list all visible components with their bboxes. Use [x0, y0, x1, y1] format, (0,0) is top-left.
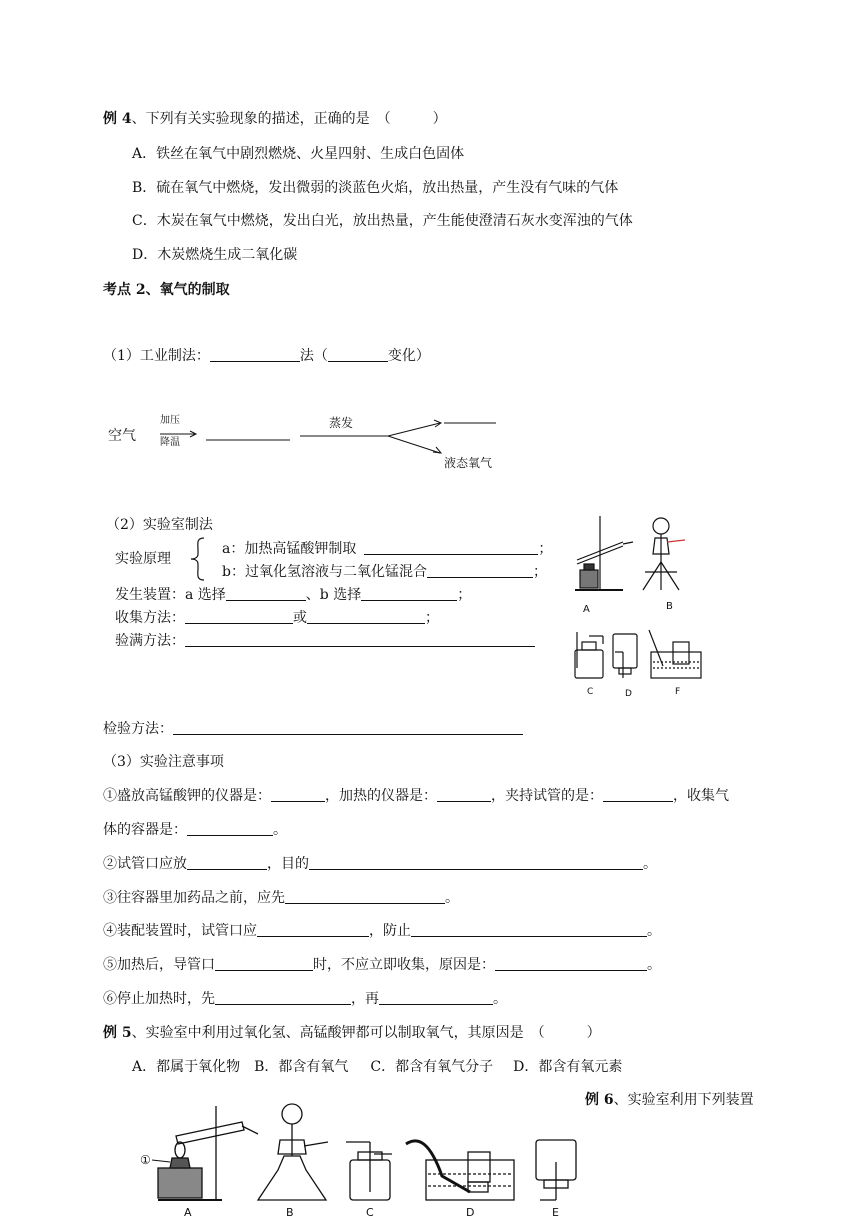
circle-one-pointer: [152, 1160, 170, 1162]
ex6-apparatus-b-icon: [258, 1104, 328, 1200]
industrial-process-diagram: [100, 405, 520, 480]
example-4-question: [103, 110, 447, 128]
principle-b-line: [222, 563, 547, 581]
example-4-option-d: D．木炭燃烧生成二氧化碳: [132, 247, 298, 263]
fig-label-f: F: [675, 687, 681, 697]
collect-or: 或: [293, 610, 307, 626]
example-6-question: [585, 1091, 754, 1109]
principle-a-line: [222, 540, 552, 558]
example-6-stem: 、实验室利用下列装置: [613, 1092, 754, 1108]
note-1d: ，收集气: [673, 788, 729, 804]
blank-gen-a: [226, 586, 306, 601]
ex6-fig-label-a: A: [184, 1206, 192, 1216]
note-4-line: [103, 922, 661, 940]
example-5-label: 例 5: [103, 1025, 132, 1041]
note-2b: ，目的: [267, 856, 309, 872]
branch-up: [388, 423, 440, 436]
example-5-option-b: B．都含有氧气: [254, 1059, 349, 1075]
example-4-option-a: A．铁丝在氧气中剧烈燃烧、火星四射、生成白色固体: [132, 146, 465, 162]
ex6-fig-label-e: E: [552, 1206, 559, 1216]
ex6-apparatus-c-icon: [346, 1142, 392, 1200]
test-method-line: [103, 720, 523, 738]
blank-n4-direction: [257, 922, 369, 937]
fig-label-d: D: [625, 689, 632, 699]
blank-n1-container: [271, 787, 325, 802]
period-n5: 。: [647, 957, 661, 973]
ex6-apparatus-e-icon: [536, 1140, 576, 1200]
note-1c: ，夹持试管的是：: [491, 788, 603, 804]
blank-principle-a: [364, 540, 538, 555]
period-n3: 。: [445, 890, 459, 906]
note-1a: ①盛放高锰酸钾的仪器是：: [103, 788, 271, 804]
gen-prefix: 发生装置：a 选择: [115, 587, 226, 603]
test-prefix: 检验方法：: [103, 721, 173, 737]
fig-label-b: B: [666, 601, 673, 612]
example-4-stem: 、下列有关实验现象的描述，正确的是 （ ）: [131, 111, 447, 127]
period-n4: 。: [647, 923, 661, 939]
apparatus-d-icon: [613, 634, 637, 678]
principle-label: 实验原理: [115, 551, 171, 567]
fig-label-a: A: [583, 604, 590, 615]
note-2-line: [103, 855, 657, 873]
semicolon-b: ；: [532, 564, 547, 580]
industrial-prefix: （1）工业制法：: [103, 348, 210, 364]
lab-method-title: （2）实验室制法: [106, 517, 213, 533]
section-title-oxygen-preparation: 考点 2、氧气的制取: [103, 282, 230, 298]
example-5-options: [132, 1058, 622, 1076]
generator-line: [115, 586, 471, 604]
branch-down: [388, 436, 440, 453]
ex6-apparatus-a-icon: [158, 1106, 258, 1200]
semicolon-a: ；: [538, 541, 553, 557]
blank-n1-holder: [603, 787, 673, 802]
apparatus-b-icon: [643, 518, 685, 590]
note-4a: ④装配装置时，试管口应: [103, 923, 257, 939]
blank-test-method: [173, 720, 523, 735]
period-n6: 。: [493, 991, 507, 1007]
cool-label: 降温: [160, 437, 180, 448]
principle-b-text: b：过氧化氢溶液与二氧化锰混合: [222, 564, 427, 580]
example-4-option-c: C．木炭在氧气中燃烧，发出白光，放出热量，产生能使澄清石灰水变浑浊的气体: [132, 213, 633, 229]
blank-change: [328, 347, 388, 362]
blank-n5-when: [215, 956, 313, 971]
ex6-apparatus-d-icon: [406, 1141, 514, 1200]
note-3a: ③往容器里加药品之前，应先: [103, 890, 285, 906]
example-5-option-d: D．都含有氧元素: [513, 1059, 623, 1075]
note-5-line: [103, 956, 661, 974]
note-2a: ②试管口应放: [103, 856, 187, 872]
note-1-line-1: [103, 787, 729, 805]
circle-one-label: ①: [140, 1153, 151, 1167]
period-n2: 。: [643, 856, 657, 872]
evaporate-label: 蒸发: [329, 416, 354, 430]
blank-n6-first: [215, 990, 351, 1005]
collection-line: [115, 609, 439, 627]
industrial-method-line: [103, 347, 430, 365]
example-6-label: 例 6: [585, 1092, 614, 1108]
blank-full-check: [185, 632, 535, 647]
note-5a: ⑤加热后，导管口: [103, 957, 215, 973]
blank-collect-2: [307, 609, 425, 624]
note-5b: 时，不应立即收集，原因是：: [313, 957, 495, 973]
note-3-line: [103, 889, 459, 907]
industrial-suffix: 变化）: [387, 348, 430, 364]
ex6-fig-label-b: B: [286, 1206, 294, 1216]
liquid-oxygen-label: 液态氧气: [444, 456, 493, 470]
collect-prefix: 收集方法：: [115, 610, 185, 626]
blank-n1-heater: [437, 787, 491, 802]
note-1b: ，加热的仪器是：: [325, 788, 437, 804]
period-n1: 。: [273, 822, 287, 838]
blank-n2-place: [187, 855, 267, 870]
brace-icon: [188, 536, 208, 582]
blank-n1-collector: [187, 821, 273, 836]
branch-down-arrowhead: [433, 447, 441, 453]
full-prefix: 验满方法：: [115, 633, 185, 649]
blank-collect-1: [185, 609, 293, 624]
note-6-line: [103, 990, 507, 1008]
gen-mid: 、b 选择: [305, 587, 362, 603]
blank-method: [210, 347, 300, 362]
blank-n4-prevent: [411, 922, 647, 937]
blank-n5-reason: [495, 956, 647, 971]
example-5-option-a: A．都属于氧化物: [132, 1059, 241, 1075]
fig-label-c: C: [587, 687, 594, 697]
example-4-label: 例 4: [103, 111, 132, 127]
pressurize-label: 加压: [160, 415, 180, 426]
semicolon-collect: ；: [425, 610, 439, 626]
example-5-stem: 、实验室中利用过氧化氢、高锰酸钾都可以制取氧气，其原因是 （ ）: [131, 1025, 601, 1041]
note-1e: 体的容器是：: [103, 822, 187, 838]
blank-principle-b: [427, 563, 533, 578]
semicolon-gen: ；: [457, 587, 472, 603]
apparatus-figure-abcdf: [565, 512, 715, 700]
principle-a-text: a：加热高锰酸钾制取: [222, 541, 357, 557]
note-4b: ，防止: [369, 923, 411, 939]
apparatus-f-icon: [649, 630, 701, 678]
apparatus-figure-abcde: [130, 1096, 590, 1216]
apparatus-c-icon: [575, 632, 603, 678]
apparatus-a-icon: [575, 516, 633, 590]
ex6-fig-label-c: C: [366, 1206, 374, 1216]
note-6a: ⑥停止加热时，先: [103, 991, 215, 1007]
full-check-line: [115, 632, 535, 650]
blank-n3: [285, 889, 445, 904]
blank-n2-purpose: [309, 855, 643, 870]
note-6b: ，再: [351, 991, 379, 1007]
blank-gen-b: [361, 586, 457, 601]
example-4-option-b: B．硫在氧气中燃烧，发出微弱的淡蓝色火焰，放出热量，产生没有气味的气体: [132, 180, 619, 196]
notes-title: （3）实验注意事项: [103, 754, 224, 770]
example-5-option-c: C．都含有氧气分子: [370, 1059, 494, 1075]
blank-n6-then: [379, 990, 493, 1005]
note-1-line-2: [103, 821, 287, 839]
industrial-mid: 法（: [299, 348, 328, 364]
ex6-fig-label-d: D: [466, 1206, 475, 1216]
air-label: 空气: [108, 428, 136, 444]
example-5-question: [103, 1024, 601, 1042]
